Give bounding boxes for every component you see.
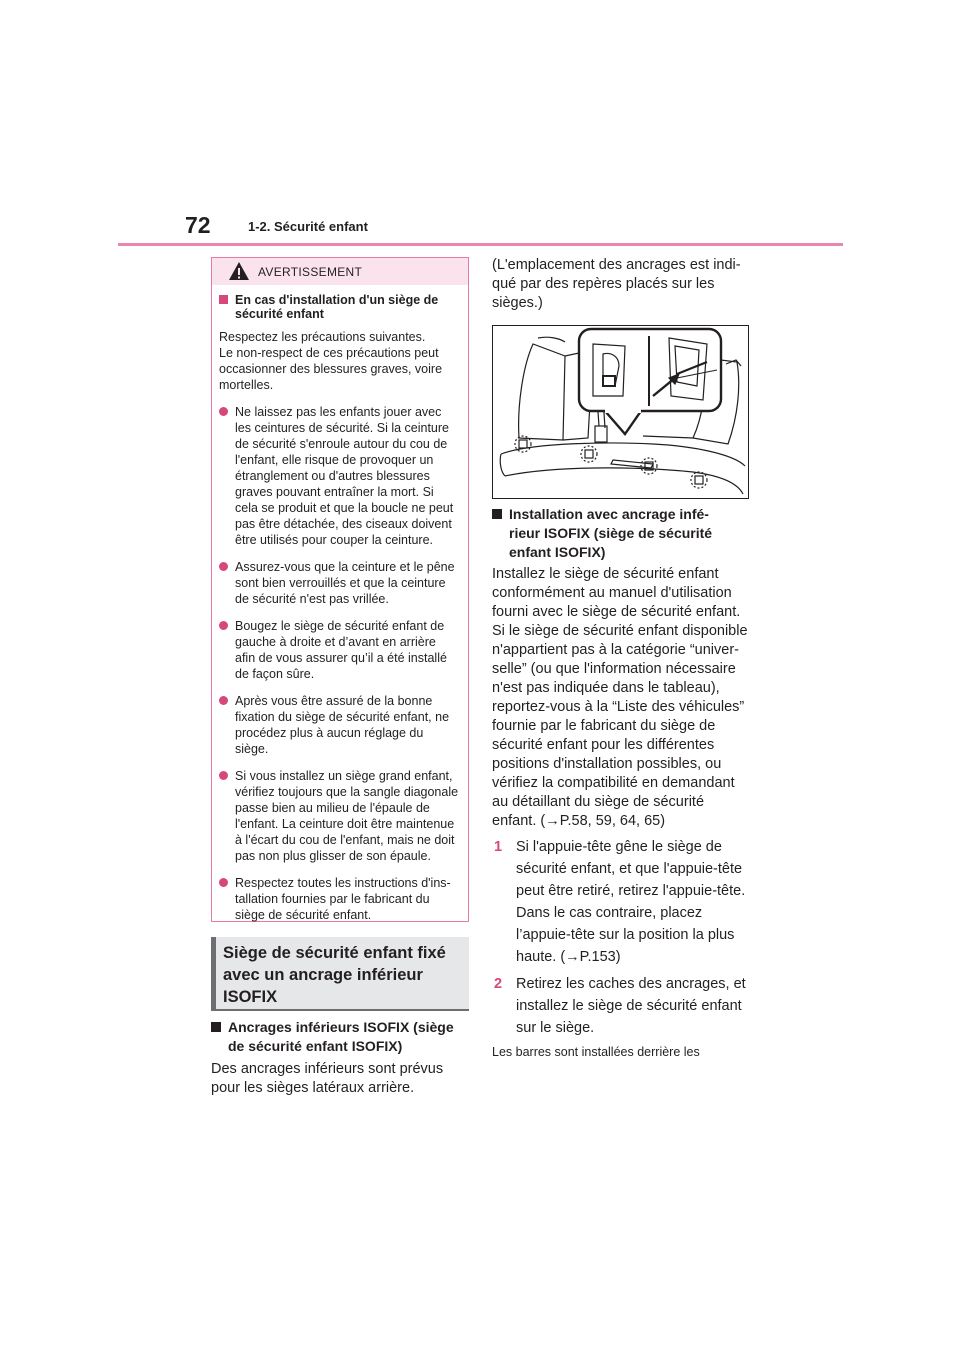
paragraph-line: enfant. (→P.58, 59, 64, 65) [492, 813, 666, 829]
bullet-line: siège de sécurité enfant. [235, 908, 372, 922]
installation-paragraph [492, 565, 758, 831]
step-line: Dans le cas contraire, placez [516, 905, 703, 921]
warning-bullet [219, 693, 461, 757]
paragraph-line: qué par des repères placés sur les [492, 276, 715, 292]
bullet-line: tallation fournies par le fabricant du [235, 892, 430, 906]
paragraph-line: fourni avec le siège de sécurité enfant. [492, 604, 741, 620]
section-heading-rule [211, 1009, 469, 1011]
step-line: sur le siège. [516, 1020, 595, 1036]
step-number: 1 [494, 839, 503, 855]
warning-bullet [219, 404, 461, 548]
paragraph-line: Installez le siège de sécurité enfant [492, 566, 719, 582]
paragraph-lower-anchors [211, 1060, 469, 1098]
warning-bullet [219, 768, 461, 864]
warning-heading-line: sécurité enfant [235, 307, 324, 321]
bullet-line: les ceintures de sécurité. Si la ceinture [235, 421, 449, 435]
paragraph-line: vérifiez la compatibilité en demandant [492, 775, 735, 791]
subheading-line: enfant ISOFIX) [509, 544, 606, 560]
bullet-line: Ne laissez pas les enfants jouer avec [235, 405, 442, 419]
paragraph-line: selle” (ou que l'information nécessaire [492, 661, 736, 677]
bullet-line: passe bien au milieu de l'épaule de [235, 801, 430, 815]
paragraph-line: n'appartient pas à la catégorie “univer- [492, 642, 739, 658]
step-1 [492, 836, 782, 968]
paragraph-line: n'est pas indiquée dans le tableau), [492, 680, 720, 696]
step-number: 2 [494, 976, 503, 992]
subheading-line: Installation avec ancrage infé- [509, 506, 709, 522]
subheading-line: de sécurité enfant ISOFIX) [228, 1038, 403, 1054]
bullet-line: gauche à droite et d’avant en arrière [235, 635, 436, 649]
bullet-line: de façon sûre. [235, 667, 315, 681]
step-line: installez le siège de sécurité enfant [516, 998, 742, 1014]
bullet-line: Respectez toutes les instructions d'ins- [235, 876, 451, 890]
warning-intro-line: Le non-respect de ces précautions peut [219, 346, 439, 360]
isofix-seat-illustration [492, 325, 749, 499]
warning-intro [219, 329, 461, 393]
bullet-line: graves pouvant entraîner la mort. Si [235, 485, 434, 499]
subheading-line: rieur ISOFIX (siège de sécurité [509, 525, 713, 541]
bullet-line: être utilisés pour couper la ceinture. [235, 533, 434, 547]
paragraph-line: positions d'installation possibles, ou [492, 756, 722, 772]
paragraph-line: conformément au manuel d'utilisation [492, 585, 732, 601]
bullet-line: de sécurité n'est pas vrillée. [235, 592, 389, 606]
warning-title: AVERTISSEMENT [258, 265, 363, 279]
warning-intro-line: mortelles. [219, 378, 274, 392]
bullet-line: Assurez-vous que la ceinture et le pêne [235, 560, 455, 574]
warning-bullet [219, 559, 461, 607]
page-number: 72 [185, 212, 211, 238]
step-line: Si l'appuie-tête gêne le siège de [516, 839, 722, 855]
bullet-line: à l'écart du cou de l'enfant, mais ne doit [235, 833, 455, 847]
warning-body [212, 285, 468, 923]
subheading-installation [492, 505, 771, 562]
paragraph-line: fournie par le fabricant du siège de [492, 718, 716, 734]
warning-box [211, 257, 469, 922]
step-line: peut être retiré, retirez l'appuie-tête. [516, 883, 746, 899]
step-line: Retirez les caches des ancrages, et [516, 976, 746, 992]
circle-bullet-icon [219, 878, 228, 887]
warning-bullet [219, 875, 461, 923]
warning-bullet [219, 618, 461, 682]
section-title: 1-2. Sécurité enfant [248, 219, 368, 234]
bullet-line: pas être détachée, des ciseaux doivent [235, 517, 452, 531]
step-line: sécurité enfant, et que l'appuie-tête [516, 861, 743, 877]
square-bullet-icon [219, 295, 228, 304]
circle-bullet-icon [219, 407, 228, 416]
circle-bullet-icon [219, 621, 228, 630]
rear-seat-drawing [493, 326, 748, 498]
header-rule [118, 243, 843, 246]
section-heading-line: avec un ancrage inférieur [223, 966, 423, 984]
bullet-line: sont bien verrouillés et que la ceinture [235, 576, 446, 590]
warning-triangle-icon [228, 261, 250, 281]
footnote: Les barres sont installées derrière les [492, 1045, 700, 1059]
circle-bullet-icon [219, 562, 228, 571]
paragraph-line: Si le siège de sécurité enfant disponible [492, 623, 748, 639]
square-bullet-icon [492, 509, 502, 519]
paragraph-line: reportez-vous à la “Liste des véhicules” [492, 699, 745, 715]
section-heading-line: Siège de sécurité enfant fixé [223, 944, 446, 962]
step-2 [492, 973, 782, 1039]
bullet-line: l'enfant, elle risque de provoquer un [235, 453, 434, 467]
bullet-line: fixation du siège de sécurité enfant, ne [235, 710, 450, 724]
bullet-line: vérifiez toujours que la sangle diagonale [235, 785, 459, 799]
anchor-location-note [492, 256, 754, 313]
bullet-line: de sécurité s'enroule autour du cou de [235, 437, 448, 451]
subheading-line: Ancrages inférieurs ISOFIX (siège [228, 1019, 454, 1035]
section-heading [211, 937, 469, 1010]
bullet-line: cela se produit et que la boucle ne peut [235, 501, 454, 515]
paragraph-line: au détaillant du siège de sécurité [492, 794, 705, 810]
step-line: l’appuie-tête sur la position la plus [516, 927, 735, 943]
step-line: haute. (→P.153) [516, 949, 621, 965]
bullet-line: Après vous être assuré de la bonne [235, 694, 433, 708]
subheading-lower-anchors [211, 1018, 486, 1056]
bullet-line: l'enfant. La ceinture doit être maintenue [235, 817, 455, 831]
paragraph-line: sièges.) [492, 295, 543, 311]
bullet-line: pas non plus glisser de son épaule. [235, 849, 431, 863]
bullet-line: étranglement ou d'autres blessures [235, 469, 430, 483]
circle-bullet-icon [219, 771, 228, 780]
square-bullet-icon [211, 1022, 221, 1032]
bullet-line: afin de vous assurer qu’il a été installé [235, 651, 447, 665]
circle-bullet-icon [219, 696, 228, 705]
paragraph-line: pour les sièges latéraux arrière. [211, 1080, 415, 1096]
warning-header [212, 258, 468, 285]
warning-heading-line: En cas d'installation d'un siège de [235, 293, 439, 307]
warning-intro-line: occasionner des blessures graves, voire [219, 362, 443, 376]
paragraph-line: sécurité enfant pour les différentes [492, 737, 715, 753]
paragraph-line: (L'emplacement des ancrages est indi- [492, 257, 741, 273]
bullet-line: procédez plus à aucun réglage du [235, 726, 424, 740]
paragraph-line: Des ancrages inférieurs sont prévus [211, 1061, 444, 1077]
bullet-line: Bougez le siège de sécurité enfant de [235, 619, 445, 633]
bullet-line: siège. [235, 742, 269, 756]
bullet-line: Si vous installez un siège grand enfant, [235, 769, 453, 783]
section-heading-line: ISOFIX [223, 988, 278, 1006]
warning-intro-line: Respectez les précautions suivantes. [219, 330, 426, 344]
warning-heading [219, 293, 461, 321]
